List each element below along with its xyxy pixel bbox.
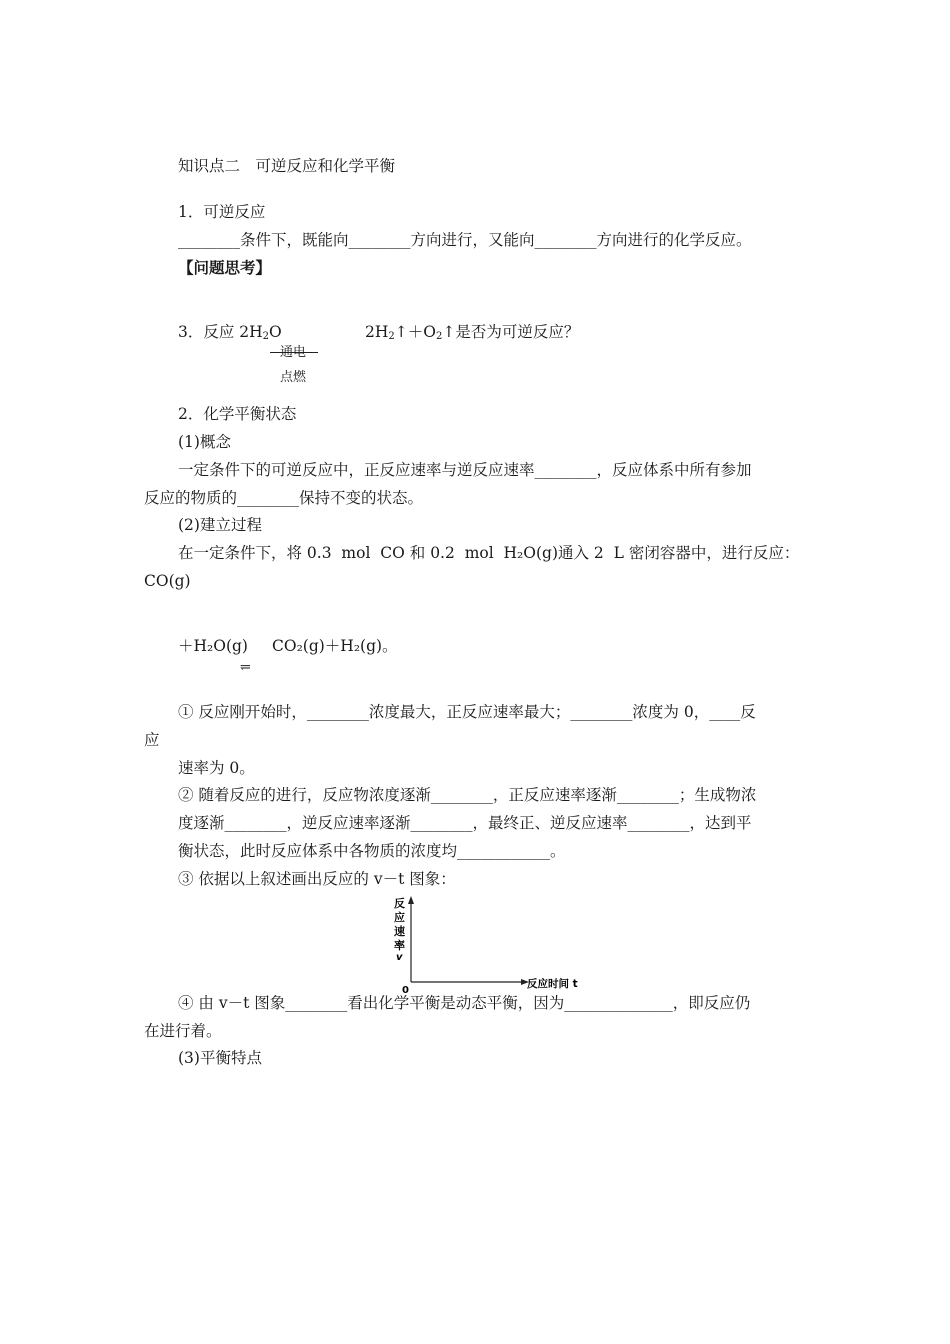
y-label-char: 应 (394, 911, 405, 924)
step2-line-3: 衡状态，此时反应体系中各物质的浓度均____________。 (178, 842, 566, 860)
y-label-char: 速 (394, 925, 405, 938)
step2-line-2: 度逐渐________，逆反应速率逐渐________，最终正、逆反应速率________，达到平 (178, 814, 752, 832)
step1-line-3: 速率为 0。 (178, 759, 255, 777)
step1-line-1: ① 反应刚开始时，________浓度最大，正反应速率最大；________浓度为 0，____反 (178, 703, 756, 721)
condition-ignition: 点燃 (280, 370, 307, 385)
process-line-1: 在一定条件下，将 0.3 mol CO 和 0.2 mol H₂O(g)通入 2 L 密闭容器中，进行反应： (178, 544, 800, 562)
concept-line-1: 一定条件下的可逆反应中，正反应速率与逆反应速率________，反应体系中所有参加 (178, 461, 752, 479)
equation-right: CO₂(g)＋H₂(g)。 (272, 637, 398, 655)
reversible-heading: 1．可逆反应 (178, 203, 266, 221)
step4-line-1: ④ 由 v－t 图象________看出化学平衡是动态平衡，因为______________，即反应仍 (178, 994, 751, 1012)
step4-line-2: 在进行着。 (144, 1022, 222, 1040)
equilibrium-arrow: ⥫ (240, 660, 251, 675)
process-line-2: CO(g) (144, 572, 191, 590)
y-label-char: 率 (394, 939, 405, 952)
equation-left: ＋H₂O(g) (178, 637, 248, 655)
reversible-definition: ________条件下，既能向________方向进行，又能向________方向进行的化学反应。 (178, 231, 752, 249)
step3-line: ③ 依据以上叙述画出反应的 v－t 图象： (178, 870, 456, 888)
step1-line-2: 应 (144, 731, 160, 749)
concept-line-2: 反应的物质的________保持不变的状态。 (144, 489, 424, 507)
concept-label: (1)概念 (178, 433, 231, 451)
vt-graph (385, 892, 605, 996)
step2-line-1: ② 随着反应的进行，反应物浓度逐渐________，正反应速率逐渐________；生成物浓 (178, 786, 757, 804)
y-label-char: v (396, 952, 403, 963)
origin-label: 0 (402, 985, 409, 996)
y-axis-arrowhead (408, 896, 414, 904)
y-label-char: 反 (394, 897, 405, 910)
equilibrium-heading: 2．化学平衡状态 (178, 405, 297, 423)
question-label: 【问题思考】 (178, 258, 272, 277)
section-title: 知识点二 可逆反应和化学平衡 (178, 157, 396, 175)
x-axis-label: 反应时间 t (527, 978, 578, 990)
question3-products: $2H_2↑+O_2↑$是否为可逆反应？ (365, 323, 580, 342)
question3-reactant: 3．反应 $2H_2O$ (178, 323, 282, 342)
process-label: (2)建立过程 (178, 516, 262, 534)
features-label: (3)平衡特点 (178, 1049, 262, 1067)
condition-electrolysis: 通电 (280, 345, 307, 360)
